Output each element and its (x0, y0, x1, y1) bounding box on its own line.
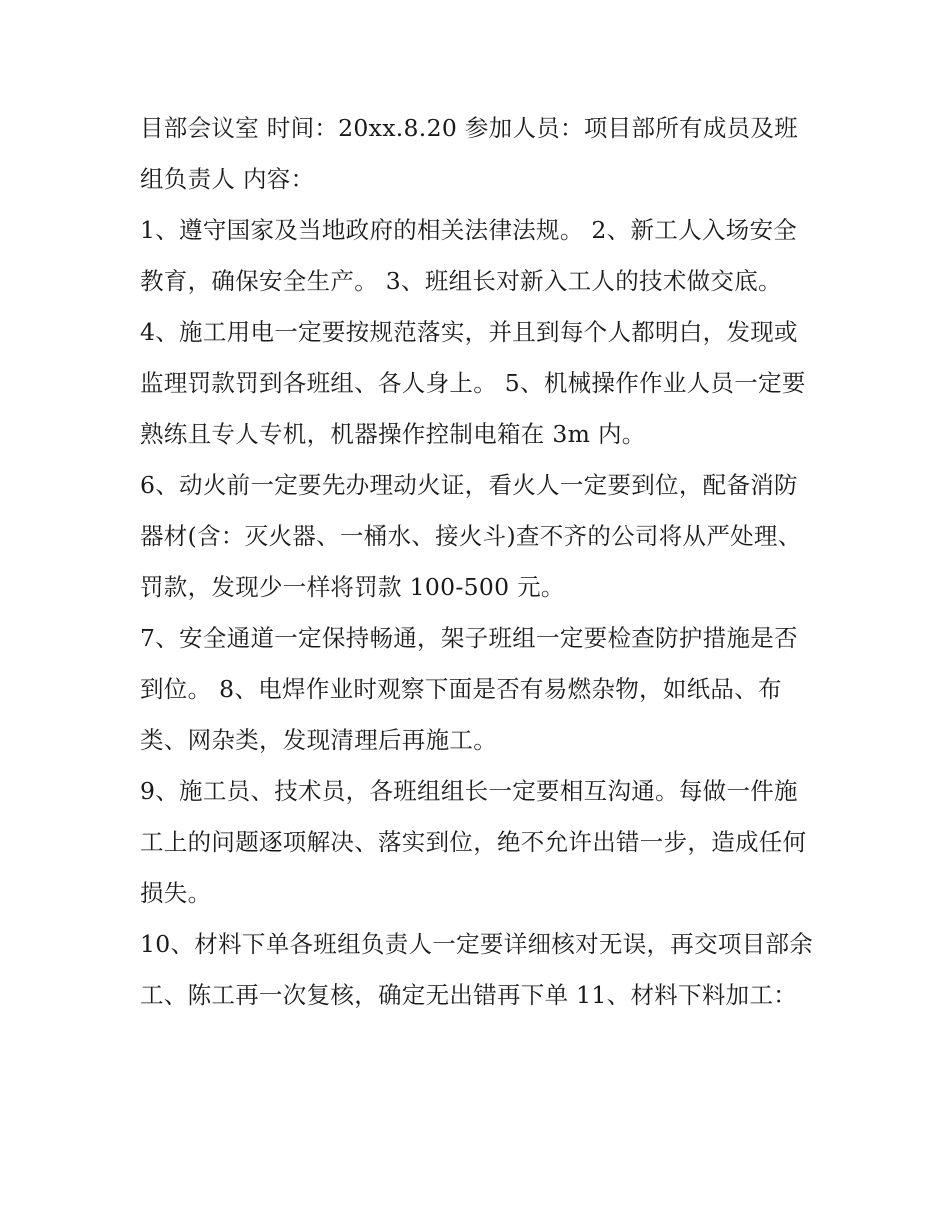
paragraph-item-9: 9、施工员、技术员，各班组组长一定要相互沟通。每做一件施工上的问题逐项解决、落实到位，绝不允许出错一步，造成任何损失。 (140, 777, 807, 907)
paragraph-items-7-8: 7、安全通道一定保持畅通，架子班组一定要检查防护措施是否到位。 8、电焊作业时观察下面是否有易燃杂物，如纸品、布类、网杂类，发现清理后再施工。 (140, 624, 798, 754)
paragraph-items-1-3: 1、遵守国家及当地政府的相关法律法规。 2、新工人入场安全教育，确保安全生产。 3、班组长对新入工人的技术做交底。 (140, 216, 798, 295)
paragraph-items-10-11: 10、材料下单各班组负责人一定要详细核对无误，再交项目部余工、陈工再一次复核，确定无出错再下单 11、材料下料加工： (140, 930, 814, 1009)
paragraph-items-4-5: 4、施工用电一定要按规范落实，并且到每个人都明白，发现或监理罚款罚到各班组、各人身上。 5、机械操作作业人员一定要熟练且专人专机，机器操作控制电箱在 3m 内。 (140, 318, 806, 448)
paragraph-item-6: 6、动火前一定要先办理动火证，看火人一定要到位，配备消防器材(含：灭火器、一桶水、接火斗)查不齐的公司将从严处理、罚款，发现少一样将罚款 100-500 元。 (140, 471, 802, 601)
paragraph-meeting-info: 目部会议室 时间：20xx.8.20 参加人员：项目部所有成员及班组负责人 内容： (140, 114, 799, 193)
document-body (140, 103, 820, 1021)
